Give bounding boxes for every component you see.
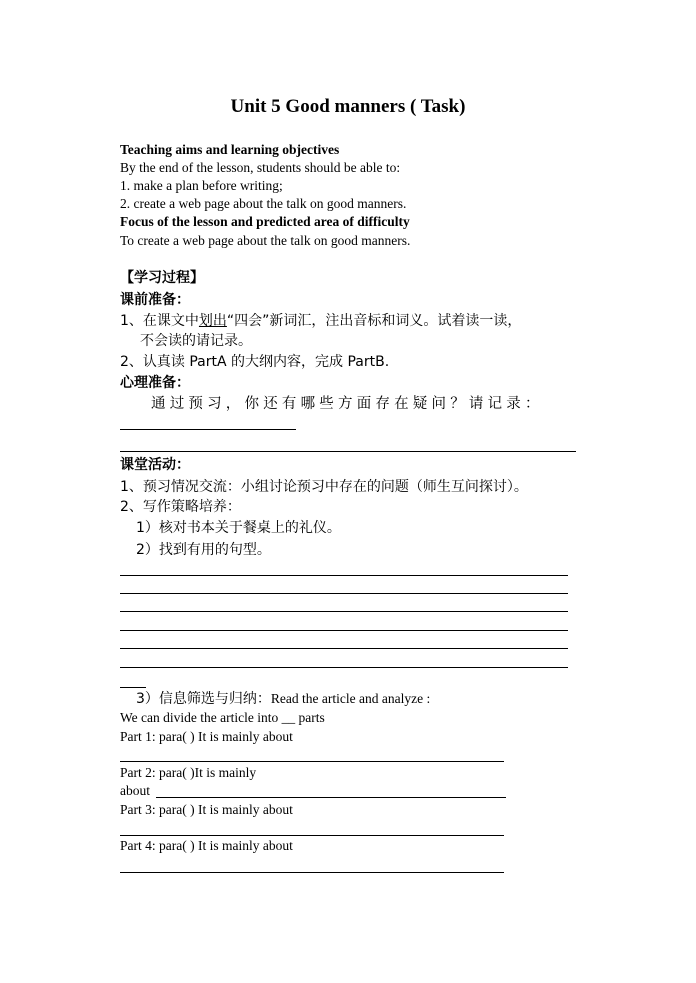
prep-item-2: 2、认真读 PartA 的大纲内容，完成 PartB. — [120, 354, 390, 370]
class-heading: 课堂活动： — [120, 457, 190, 473]
class-sub-1: 1）核对书本关于餐桌上的礼仪。 — [136, 520, 341, 536]
part-answer-line — [156, 797, 506, 798]
answer-line — [120, 451, 576, 452]
writing-line — [120, 667, 568, 668]
part-answer-line — [120, 835, 504, 836]
part-3: Part 3: para( ) It is mainly about — [120, 802, 293, 817]
part-2-continued: about — [120, 783, 150, 798]
class-sub-3-en: Read the article and analyze : — [270, 691, 431, 706]
focus-heading: Focus of the lesson and predicted area of difficulty — [120, 214, 410, 229]
prep-item-1-text-a: 1、在课文中 — [120, 313, 199, 329]
prep-item-1 — [120, 311, 521, 331]
writing-line — [120, 575, 568, 576]
mental-text: 通过预习，你还有哪些方面存在疑问？请记录： — [151, 396, 544, 412]
prep-heading: 课前准备： — [120, 292, 190, 308]
mental-heading: 心理准备： — [120, 375, 190, 391]
part-2: Part 2: para( )It is mainly — [120, 765, 257, 780]
aims-heading: Teaching aims and learning objectives — [120, 142, 340, 157]
class-sub-2: 2）找到有用的句型。 — [136, 542, 271, 558]
class-item-2: 2、写作策略培养： — [120, 499, 241, 515]
class-sub-3-cn: 3）信息筛选与归纳： — [136, 691, 271, 707]
process-heading: 【学习过程】 — [120, 270, 204, 286]
prep-item-1-underlined: 划出 — [198, 313, 227, 329]
writing-line — [120, 630, 568, 631]
writing-line — [120, 611, 568, 612]
divide-text: We can divide the article into __ parts — [120, 710, 325, 725]
part-answer-line — [120, 872, 504, 873]
answer-line — [120, 429, 296, 430]
writing-line — [120, 593, 568, 594]
aims-item-1: 1. make a plan before writing; — [120, 178, 283, 193]
class-item-1: 1、预习情况交流：小组讨论预习中存在的问题（师生互问探讨）。 — [120, 479, 528, 495]
writing-line — [120, 648, 568, 649]
short-writing-line — [120, 687, 146, 688]
part-answer-line — [120, 761, 504, 762]
page-title: Unit 5 Good manners ( Task) — [230, 96, 466, 117]
prep-item-1-continued: 不会读的请记录。 — [140, 333, 252, 349]
class-sub-3 — [136, 689, 430, 709]
part-1: Part 1: para( ) It is mainly about — [120, 729, 293, 744]
focus-text: To create a web page about the talk on good manners. — [120, 233, 411, 248]
prep-item-1-text-b: “四会”新词汇，注出音标和词义。试着读一读， — [226, 313, 522, 329]
aims-intro: By the end of the lesson, students should be able to: — [120, 160, 401, 175]
aims-item-2: 2. create a web page about the talk on good manners. — [120, 196, 407, 211]
part-4: Part 4: para( ) It is mainly about — [120, 838, 293, 853]
